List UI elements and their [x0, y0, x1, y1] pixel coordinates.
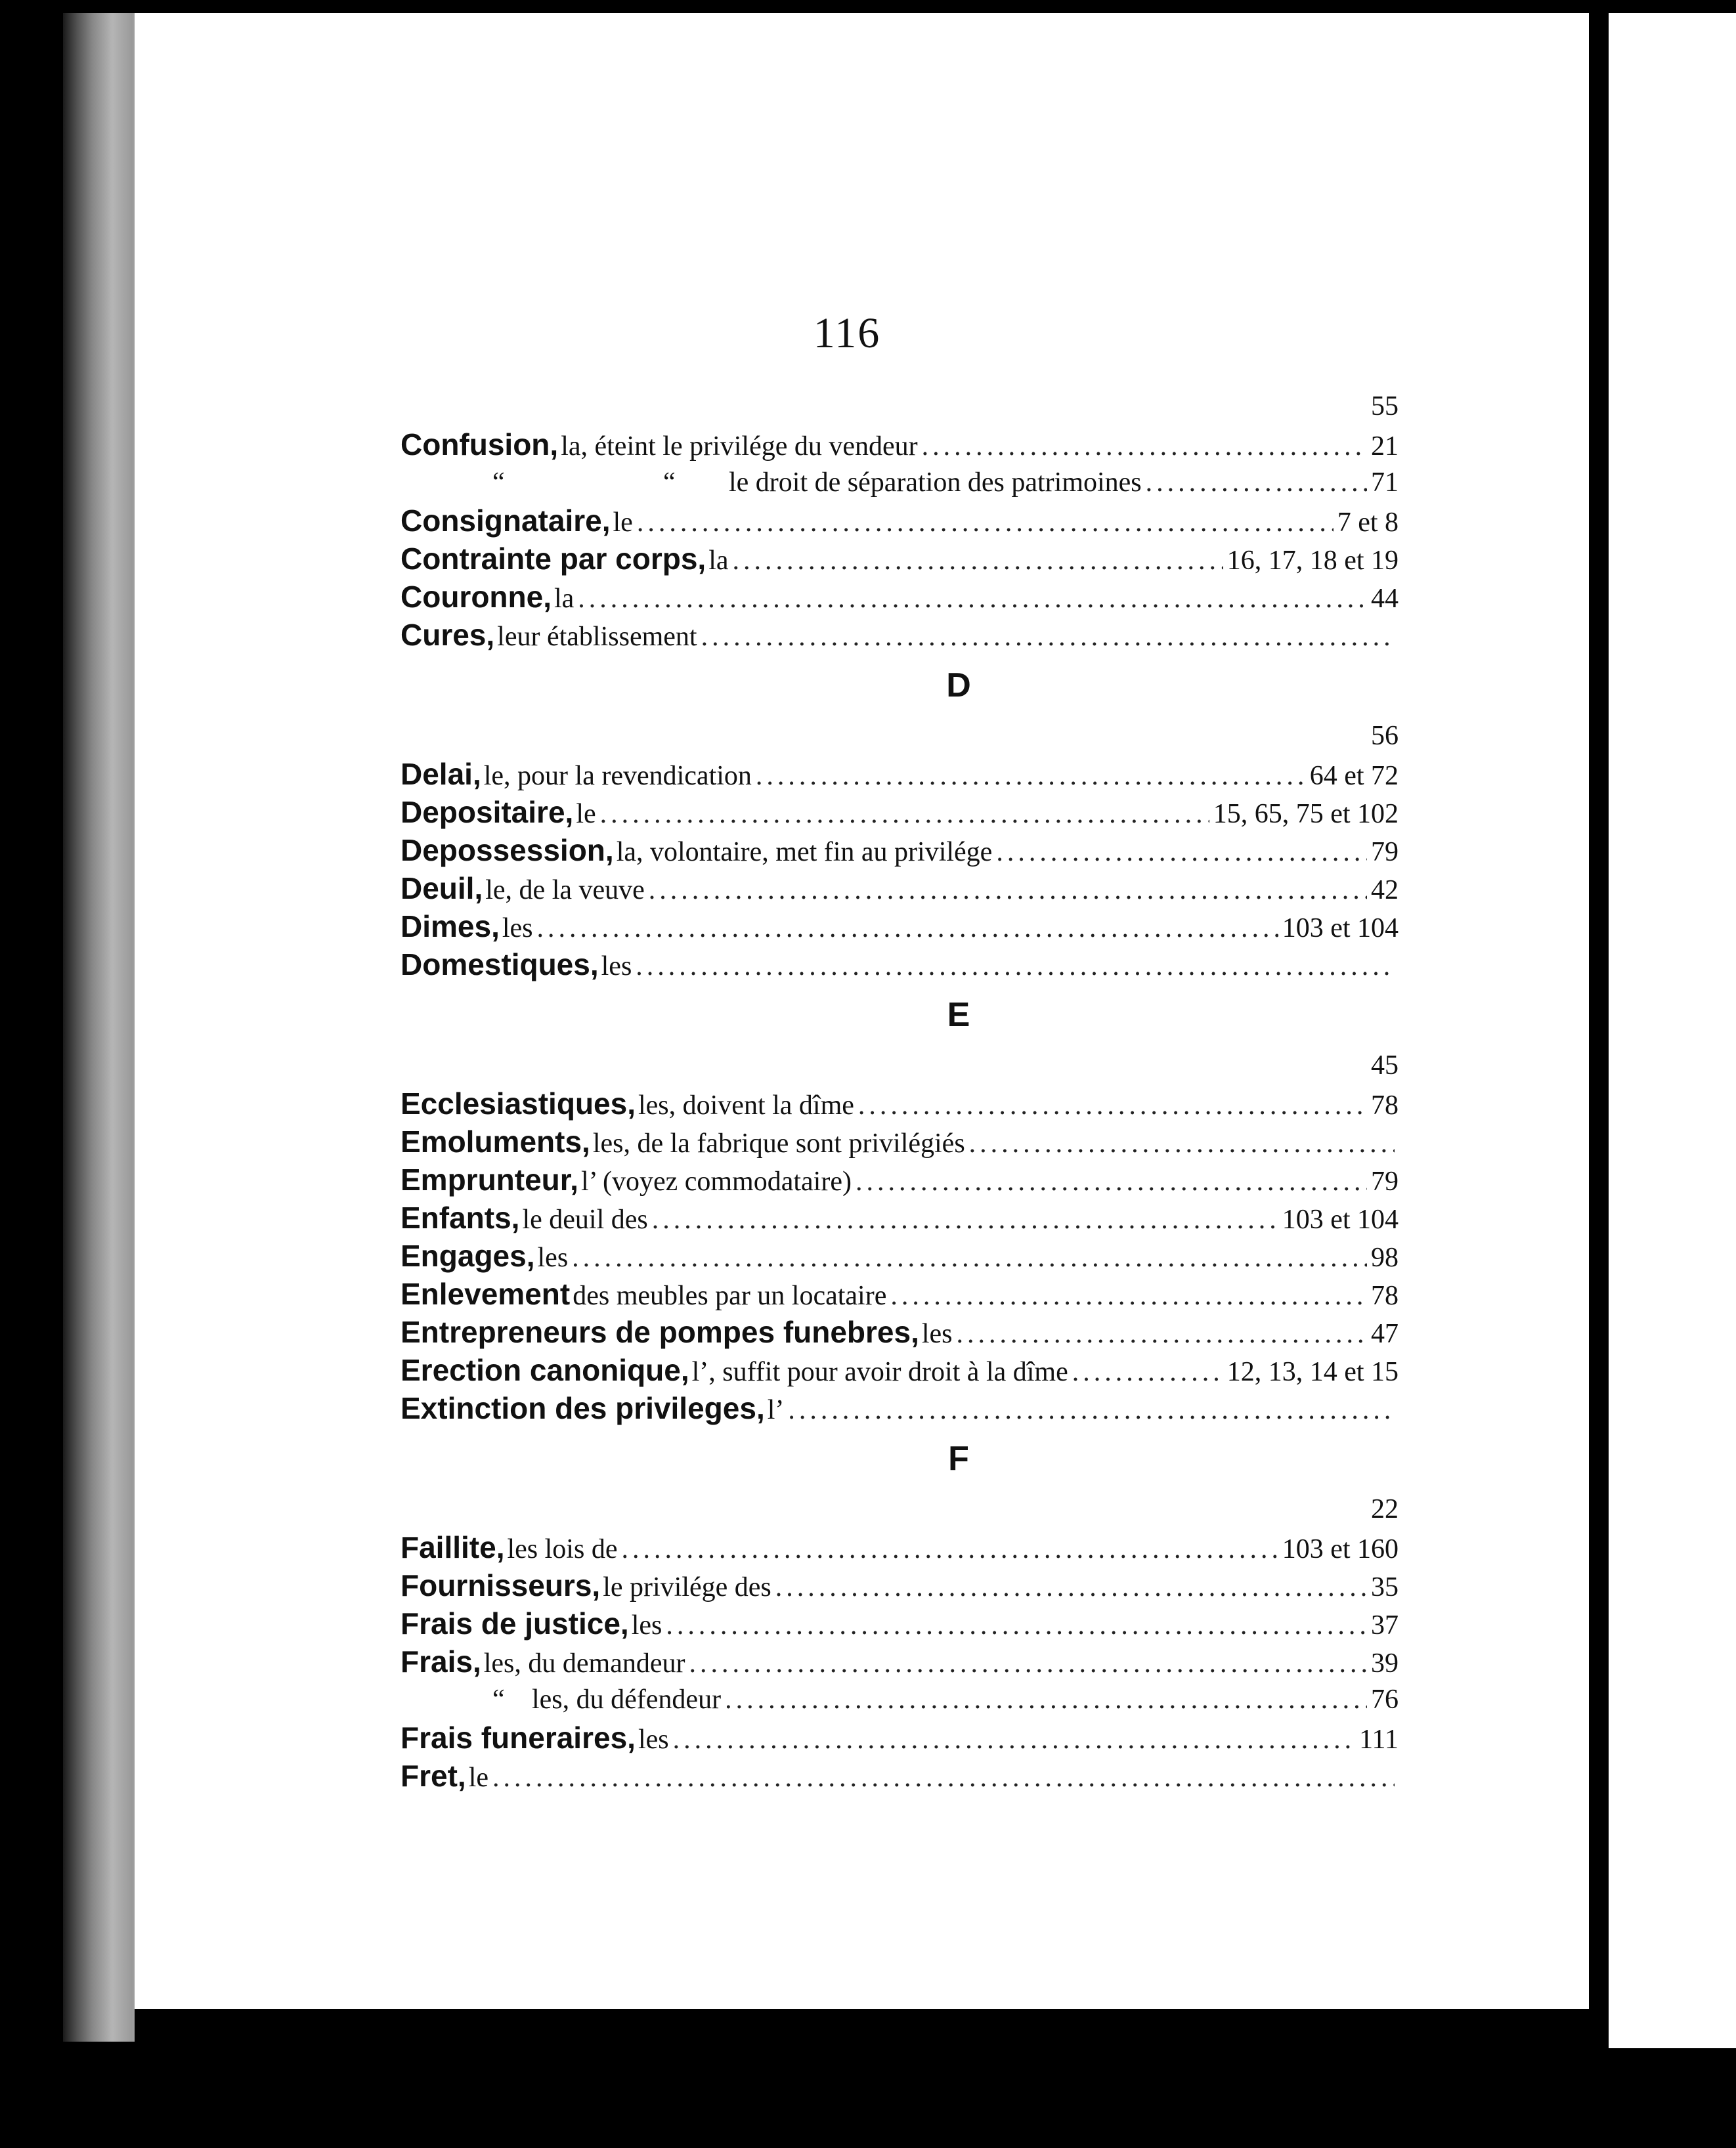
- section-letter: F: [948, 1440, 969, 1478]
- book-gutter: [1589, 0, 1609, 2148]
- dot-leader: [666, 1606, 1367, 1644]
- index-entry: [401, 1490, 1399, 1528]
- index-term: Enfants,: [401, 1201, 520, 1235]
- index-description: la: [708, 546, 729, 576]
- section-letter: D: [946, 666, 971, 704]
- index-entry: [401, 1604, 1399, 1643]
- index-term: Fret,: [401, 1759, 466, 1793]
- index-description: les: [631, 1610, 662, 1641]
- page-reference: 56: [1371, 721, 1399, 751]
- ditto-mark: “: [492, 1685, 505, 1715]
- index-entry: [401, 1161, 1399, 1199]
- page-reference: 12, 13, 14 et 15: [1226, 1357, 1399, 1387]
- index-entry: [401, 831, 1399, 869]
- ditto-entry: [401, 1681, 721, 1719]
- page-reference: 35: [1371, 1572, 1399, 1602]
- page-reference: 103 et 160: [1282, 1534, 1399, 1564]
- index-entry: [401, 945, 1399, 983]
- dot-leader: [996, 833, 1367, 871]
- index-term: Couronne,: [401, 580, 552, 614]
- index-term: Emoluments,: [401, 1125, 590, 1159]
- index-description: des meubles par un locataire: [573, 1281, 887, 1311]
- dot-leader: [1146, 463, 1367, 502]
- index-description: les: [502, 913, 533, 943]
- page-reference: 103 et 104: [1282, 1205, 1399, 1235]
- index-entry: [401, 578, 1399, 616]
- dot-leader: [537, 909, 1278, 947]
- index-term: Frais de justice,: [401, 1606, 629, 1641]
- dot-leader: [733, 542, 1223, 580]
- index-term: Extinction des privileges,: [401, 1391, 765, 1425]
- index-description: le deuil des: [522, 1205, 648, 1235]
- page-reference: 7 et 8: [1337, 507, 1399, 538]
- index-term: Delai,: [401, 757, 481, 791]
- dot-leader: [600, 795, 1209, 833]
- page-reference: 15, 65, 75 et 102: [1213, 799, 1399, 829]
- index-term: Faillite,: [401, 1530, 505, 1564]
- index-description: les, du défendeur: [532, 1685, 722, 1715]
- page-reference: 103 et 104: [1282, 913, 1399, 943]
- index-term: Deuil,: [401, 871, 483, 905]
- index-description: l’, suffit pour avoir droit à la dîme: [691, 1357, 1068, 1387]
- index-term: Engages,: [401, 1239, 535, 1273]
- index-entry: [401, 1046, 1399, 1085]
- index-entry: [401, 1389, 1399, 1427]
- index-description: les, doivent la dîme: [638, 1090, 854, 1121]
- index-entry: [401, 869, 1399, 907]
- index-entry: [401, 616, 1399, 654]
- dot-leader: [652, 1201, 1278, 1239]
- index-term: Depossession,: [401, 833, 614, 867]
- page-reference: 79: [1371, 837, 1399, 867]
- index-description: le, de la veuve: [485, 875, 645, 905]
- index-entry: [401, 502, 1399, 540]
- index-description: le: [468, 1763, 488, 1793]
- index-description: le droit de séparation des patrimoines: [729, 467, 1142, 498]
- index-entry: [401, 717, 1399, 755]
- index-entry: [401, 1757, 1399, 1795]
- dot-leader: [858, 1086, 1367, 1125]
- dot-leader: [572, 1239, 1367, 1277]
- page-reference: 64 et 72: [1309, 761, 1399, 791]
- dot-leader: [636, 947, 1395, 985]
- dot-leader: [788, 1391, 1395, 1429]
- index-term: Consignataire,: [401, 504, 611, 538]
- index-entry: [401, 1313, 1399, 1351]
- index-term: Contrainte par corps,: [401, 542, 706, 576]
- page-number: 116: [813, 309, 881, 357]
- scan-border: [135, 2009, 1589, 2148]
- index-entry: [401, 1275, 1399, 1313]
- dot-leader: [701, 618, 1395, 656]
- dot-leader: [689, 1644, 1367, 1683]
- index-description: les: [601, 951, 632, 981]
- index-description: l’: [767, 1395, 785, 1425]
- page-reference: 78: [1371, 1090, 1399, 1121]
- index-description: le privilége des: [603, 1572, 771, 1602]
- index-description: les: [638, 1725, 669, 1755]
- dot-leader: [1072, 1353, 1223, 1391]
- page-reference: 44: [1371, 584, 1399, 614]
- index-entry: [401, 1566, 1399, 1604]
- index-term: Domestiques,: [401, 947, 599, 981]
- page-reference: 45: [1371, 1050, 1399, 1081]
- index-entry: [401, 1719, 1399, 1757]
- page-reference: 98: [1371, 1243, 1399, 1273]
- page-reference: 111: [1359, 1725, 1399, 1755]
- page-reference: 78: [1371, 1281, 1399, 1311]
- index-term: Emprunteur,: [401, 1163, 578, 1197]
- index-term: Entrepreneurs de pompes funebres,: [401, 1315, 919, 1349]
- index-term: Frais,: [401, 1644, 481, 1679]
- index-entry: [401, 793, 1399, 831]
- index-description: la, éteint le privilége du vendeur: [561, 431, 918, 462]
- page-reference: 21: [1371, 431, 1399, 462]
- index-description: le: [576, 799, 596, 829]
- page-reference: 79: [1371, 1167, 1399, 1197]
- index-entry: [401, 1681, 1399, 1719]
- index-term: Cures,: [401, 618, 495, 652]
- index-entry: [401, 755, 1399, 793]
- index-term: Erection canonique,: [401, 1353, 689, 1387]
- index-description: les, de la fabrique sont privilégiés: [592, 1128, 965, 1159]
- index-entry: [401, 425, 1399, 463]
- index-term: Ecclesiastiques,: [401, 1086, 636, 1121]
- index-entry: [401, 907, 1399, 945]
- dot-leader: [957, 1315, 1367, 1353]
- index-description: les lois de: [507, 1534, 618, 1564]
- page-reference: 47: [1371, 1319, 1399, 1349]
- ditto-mark: “: [492, 467, 505, 498]
- dot-leader: [492, 1759, 1395, 1797]
- index-entry: [401, 1085, 1399, 1123]
- dot-leader: [856, 1163, 1367, 1201]
- index-term: Confusion,: [401, 427, 559, 462]
- index-entry: [401, 1528, 1399, 1566]
- ditto-entry: [401, 463, 1142, 502]
- index-term: Frais funeraires,: [401, 1721, 636, 1755]
- index-description: les: [921, 1319, 953, 1349]
- page-reference: 42: [1371, 875, 1399, 905]
- page-reference: 37: [1371, 1610, 1399, 1641]
- dot-leader: [756, 757, 1306, 795]
- page-reference: 76: [1371, 1685, 1399, 1715]
- facing-page-edge: [1609, 13, 1736, 2048]
- index-term: Enlevement: [401, 1277, 571, 1311]
- dot-leader: [649, 871, 1367, 909]
- dot-leader: [890, 1277, 1367, 1315]
- section-letter: E: [947, 996, 970, 1034]
- dot-leader: [637, 504, 1334, 542]
- page-reference: 39: [1371, 1648, 1399, 1679]
- dot-leader: [725, 1681, 1367, 1719]
- dot-leader: [775, 1568, 1367, 1606]
- index-term: Depositaire,: [401, 795, 574, 829]
- index-entry: [401, 1237, 1399, 1275]
- index-entry: [401, 1643, 1399, 1681]
- index-entry: [401, 540, 1399, 578]
- index-description: la, volontaire, met fin au privilége: [616, 837, 993, 867]
- index-description: les, du demandeur: [483, 1648, 685, 1679]
- index-entry: [401, 1123, 1399, 1161]
- index-description: la: [553, 584, 575, 614]
- index-term: Dimes,: [401, 909, 500, 943]
- dot-leader: [969, 1125, 1395, 1163]
- dot-leader: [578, 580, 1367, 618]
- index-entry: [401, 463, 1399, 502]
- dot-leader: [922, 427, 1367, 465]
- index-term: Fournisseurs,: [401, 1568, 601, 1602]
- index-description: leur établissement: [497, 622, 697, 652]
- index-entry: [401, 387, 1399, 425]
- page-reference: 16, 17, 18 et 19: [1226, 546, 1399, 576]
- dot-leader: [673, 1721, 1356, 1759]
- index-entry: [401, 1351, 1399, 1389]
- index-listing: [401, 387, 1399, 1795]
- index-description: le: [613, 507, 633, 538]
- page-reference: 71: [1371, 467, 1399, 498]
- ditto-mark: “: [663, 467, 676, 498]
- dot-leader: [621, 1530, 1278, 1568]
- index-description: l’ (voyez commodataire): [580, 1167, 852, 1197]
- index-description: le, pour la revendication: [483, 761, 752, 791]
- index-description: les: [537, 1243, 569, 1273]
- page-reference: 55: [1371, 391, 1399, 421]
- page-reference: 22: [1371, 1494, 1399, 1524]
- index-entry: [401, 1199, 1399, 1237]
